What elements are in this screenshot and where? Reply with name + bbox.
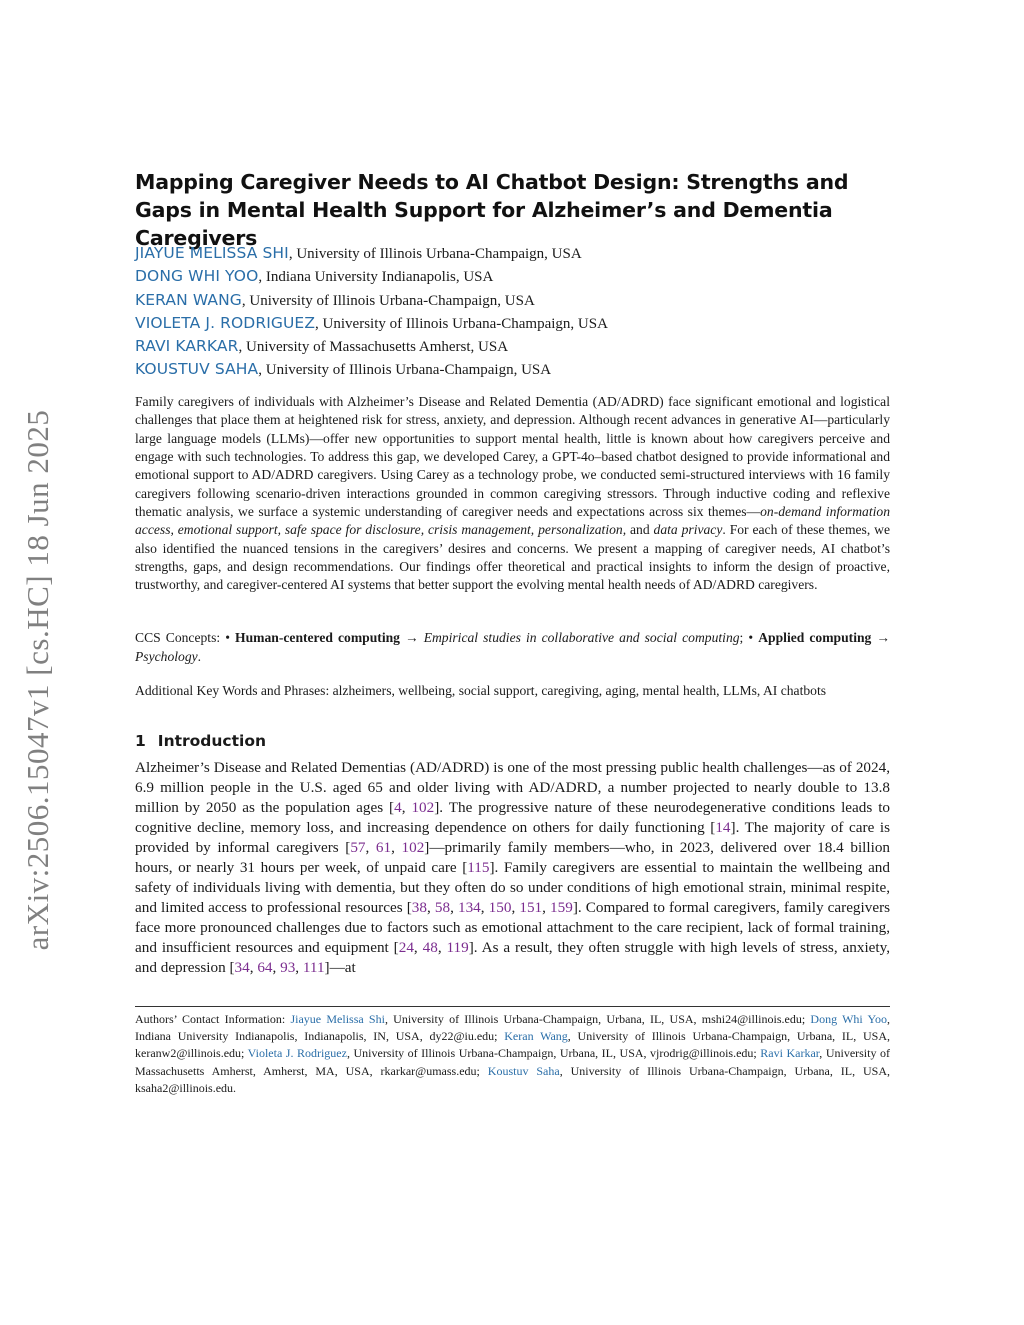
author-name[interactable]: DONG WHI YOO xyxy=(135,267,259,286)
footnote-author-link[interactable]: Keran Wang xyxy=(504,1029,568,1044)
abstract-conjunction: and xyxy=(626,522,654,538)
citation-link[interactable]: 102 xyxy=(401,839,425,856)
body-text: ]. Family caregivers are essential to maintain the wellbeing and safety of individuals living with dementia, but they often do so under conditions of high emotional strain, minimal respite, and limited access to professional resources [ xyxy=(135,859,890,916)
citation-link[interactable]: 4 xyxy=(394,799,402,816)
citation-link[interactable]: 111 xyxy=(302,959,325,976)
section-title: Introduction xyxy=(157,732,267,750)
author-affiliation: , University of Massachusetts Amherst, USA xyxy=(238,339,509,356)
arxiv-identifier-text: arXiv:2506.15047v1 [cs.HC] 18 Jun 2025 xyxy=(20,409,55,951)
citation-link[interactable]: 102 xyxy=(411,799,435,816)
author-entry xyxy=(135,265,895,288)
author-entry xyxy=(135,312,895,335)
author-contact-footnote xyxy=(135,1011,890,1097)
abstract-text-continued: . For each of these themes, we also identified the nuanced tensions in the caregivers’ desires and concerns. We present a mapping of caregiver needs, AI chatbot’s strengths, gaps, and design recommendations. Our findings offer theoretical and practical insights to inform the design of proactive, trustworthy, and caregiver-centered AI systems that better support the evolving mental health needs of AD/ADRD caregivers. xyxy=(135,522,890,593)
footnote-author-link[interactable]: Ravi Karkar xyxy=(760,1046,820,1061)
section-number: 1 xyxy=(135,732,146,750)
footnote-author-info: , University of Illinois Urbana-Champaign, Urbana, IL, USA, mshi24@illinois.edu; xyxy=(384,1012,811,1026)
citation-link[interactable]: 64 xyxy=(257,959,273,976)
citation-link[interactable]: 57 xyxy=(350,839,366,856)
introduction-paragraph: Alzheimer’s Disease and Related Dementias (AD/ADRD) is one of the most pressing public health challenges—as of 2024, 6.9 million people in the U.S. aged 65 and older living with AD/ADRD, a number projected to nearly double to 13.8 million by 2050 as the population ages [4, 102]. The progressive nature of these neurodegenerative conditions leads to cognitive decline, memory loss, and increasing dependence on others for daily functioning [14]. The majority of care is provided by informal caregivers [57, 61, 102]—primarily family members—who, in 2023, delivered over 18.4 billion hours, or nearly 31 hours per week, of unpaid care [115]. Family caregivers are essential to maintain the wellbeing and safety of individuals living with dementia, but they often do so under conditions of high emotional strain, minimal respite, and limited access to professional resources [38, 58, 134, 150, 151, 159]. Compared to formal caregivers, family caregivers face more pronounced challenges due to factors such as emotional attachment to the care recipient, lack of formal training, and insufficient resources and equipment [24, 48, 119]. As a result, they often struggle with high levels of stress, anxiety, and depression [34, 64, 93, 111]—at xyxy=(135,759,891,976)
author-entry xyxy=(135,242,895,265)
citation-link[interactable]: 115 xyxy=(467,859,490,876)
footnote-author-info: , Indiana University Indianapolis, Indianapolis, IN, USA, dy22@iu.edu; xyxy=(135,1012,891,1044)
author-affiliation: , Indiana University Indianapolis, USA xyxy=(258,269,494,286)
body-text: ]. The majority of care is provided by informal caregivers [ xyxy=(135,819,890,856)
author-name[interactable]: KERAN WANG xyxy=(135,290,242,309)
citation-link[interactable]: 38 xyxy=(411,899,427,916)
author-name[interactable]: VIOLETA J. RODRIGUEZ xyxy=(135,313,316,332)
abstract-themes: on-demand information access, emotional support, safe space for disclosure, crisis management, personalization, xyxy=(135,504,890,538)
body-text: ]. As a result, they often struggle with high levels of stress, anxiety, and depression [ xyxy=(135,939,891,976)
author-name[interactable]: JIAYUE MELISSA SHI xyxy=(135,244,289,262)
footnote-author-info: , University of Illinois Urbana-Champaign, Urbana, IL, USA, ksaha2@illinois.edu. xyxy=(135,1063,890,1095)
ccs-concept: Human-centered computing xyxy=(235,630,400,645)
ccs-label: CCS Concepts: • xyxy=(135,630,236,645)
author-name[interactable]: KOUSTUV SAHA xyxy=(135,360,259,379)
ccs-concept: Applied computing xyxy=(758,630,872,645)
citation-link[interactable]: 61 xyxy=(375,839,392,856)
footnote-author-link[interactable]: Dong Whi Yoo xyxy=(810,1012,888,1026)
ccs-subconcept: Psychology xyxy=(135,649,198,664)
body-text: ]—at xyxy=(324,959,356,976)
body-text: ]. The progressive nature of these neurodegenerative conditions leads to cognitive decline, memory loss, and increasing dependence on others for daily functioning [ xyxy=(135,799,891,836)
author-affiliation: , University of Illinois Urbana-Champaign, USA xyxy=(315,315,608,332)
author-affiliation: , University of Illinois Urbana-Champaign, USA xyxy=(258,362,552,379)
citation-link[interactable]: 48 xyxy=(422,939,438,956)
citation-link[interactable]: 150 xyxy=(488,899,512,916)
ccs-separator: ; • xyxy=(739,630,759,645)
footnote-author-link[interactable]: Koustuv Saha xyxy=(487,1063,560,1078)
citation-link[interactable]: 151 xyxy=(519,899,543,916)
body-text: ]—primarily family members—who, in 2023, delivered over 18.4 billion hours, or nearly 31 hours per week, of unpaid care [ xyxy=(135,839,891,876)
ccs-arrow: → xyxy=(399,630,424,645)
author-list xyxy=(135,242,895,382)
ccs-subconcept: Empirical studies in collaborative and social computing xyxy=(423,630,740,645)
arxiv-identifier xyxy=(18,409,58,951)
footnote-author-info: , University of Illinois Urbana-Champaign, Urbana, IL, USA, vjrodrig@illinois.edu; xyxy=(346,1046,761,1061)
citation-link[interactable]: 24 xyxy=(398,939,414,956)
citation-link[interactable]: 14 xyxy=(715,819,731,836)
citation-link[interactable]: 93 xyxy=(280,959,296,976)
author-entry xyxy=(135,289,895,312)
section-heading xyxy=(135,732,266,750)
citation-link[interactable]: 58 xyxy=(434,899,451,916)
abstract-text: Family caregivers of individuals with Alzheimer’s Disease and Related Dementia (AD/ADRD) face significant emotional and logistical challenges that place them at heightened risk for stress, anxiety, and depression. Although recent advances in generative AI—particularly large language models (LLMs)—offer new opportunities to support mental health, little is known about how caregivers perceive and engage with such technologies. To address this gap, we developed Carey, a GPT-4o–based chatbot designed to provide informational and emotional support to AD/ADRD caregivers. Using Carey as a technology probe, we conducted semi-structured interviews with 16 family caregivers following scenario-driven interactions grounded in common caregiving stressors. Through inductive coding and reflexive thematic analysis, we surface a systemic understanding of caregiver needs and expectations across six themes— xyxy=(135,394,890,520)
keywords: Additional Key Words and Phrases: alzheimers, wellbeing, social support, caregiving, aging, mental health, LLMs, AI chatbots xyxy=(135,683,827,698)
footnote-divider xyxy=(135,1006,890,1007)
citation-link[interactable]: 119 xyxy=(446,939,469,956)
body-text: ]. Compared to formal caregivers, family caregivers face more pronounced challenges due to factors such as emotional attachment to the care recipient, lack of formal training, and insufficient resources and equipment [ xyxy=(135,899,891,956)
citation-link[interactable]: 159 xyxy=(550,899,573,916)
author-name[interactable]: RAVI KARKAR xyxy=(135,337,239,356)
body-text: Alzheimer’s Disease and Related Dementias (AD/ADRD) is one of the most pressing public health challenges—as of 2024, 6.9 million people in the U.S. aged 65 and older living with AD/ADRD, a number projected to nearly double to 13.8 million by 2050 as the population ages [ xyxy=(135,759,890,816)
paper-title: Mapping Caregiver Needs to AI Chatbot Design: Strengths and Gaps in Mental Health Support for Alzheimer’s and Dementia Caregivers xyxy=(135,170,849,250)
ccs-arrow: → xyxy=(871,630,890,645)
citation-link[interactable]: 34 xyxy=(234,959,250,976)
author-entry xyxy=(135,358,895,381)
footnote-author-link[interactable]: Violeta J. Rodriguez xyxy=(247,1046,347,1061)
ccs-concepts xyxy=(135,628,890,666)
footnote-author-info: , University of Massachusetts Amherst, Amherst, MA, USA, rkarkar@umass.edu; xyxy=(135,1046,890,1078)
citation-link[interactable]: 134 xyxy=(457,899,481,916)
author-entry xyxy=(135,335,895,358)
abstract xyxy=(135,393,890,595)
ccs-end: . xyxy=(197,649,202,664)
author-affiliation: , University of Illinois Urbana-Champaign, USA xyxy=(288,246,582,262)
abstract-privacy: data privacy xyxy=(653,522,723,538)
footnote-author-info: , University of Illinois Urbana-Champaign, Urbana, IL, USA, keranw2@illinois.edu; xyxy=(135,1029,890,1061)
footnote-label: Authors’ Contact Information: xyxy=(135,1012,291,1026)
footnote-author-link[interactable]: Jiayue Melissa Shi xyxy=(290,1012,385,1026)
author-affiliation: , University of Illinois Urbana-Champaign, USA xyxy=(241,292,535,309)
